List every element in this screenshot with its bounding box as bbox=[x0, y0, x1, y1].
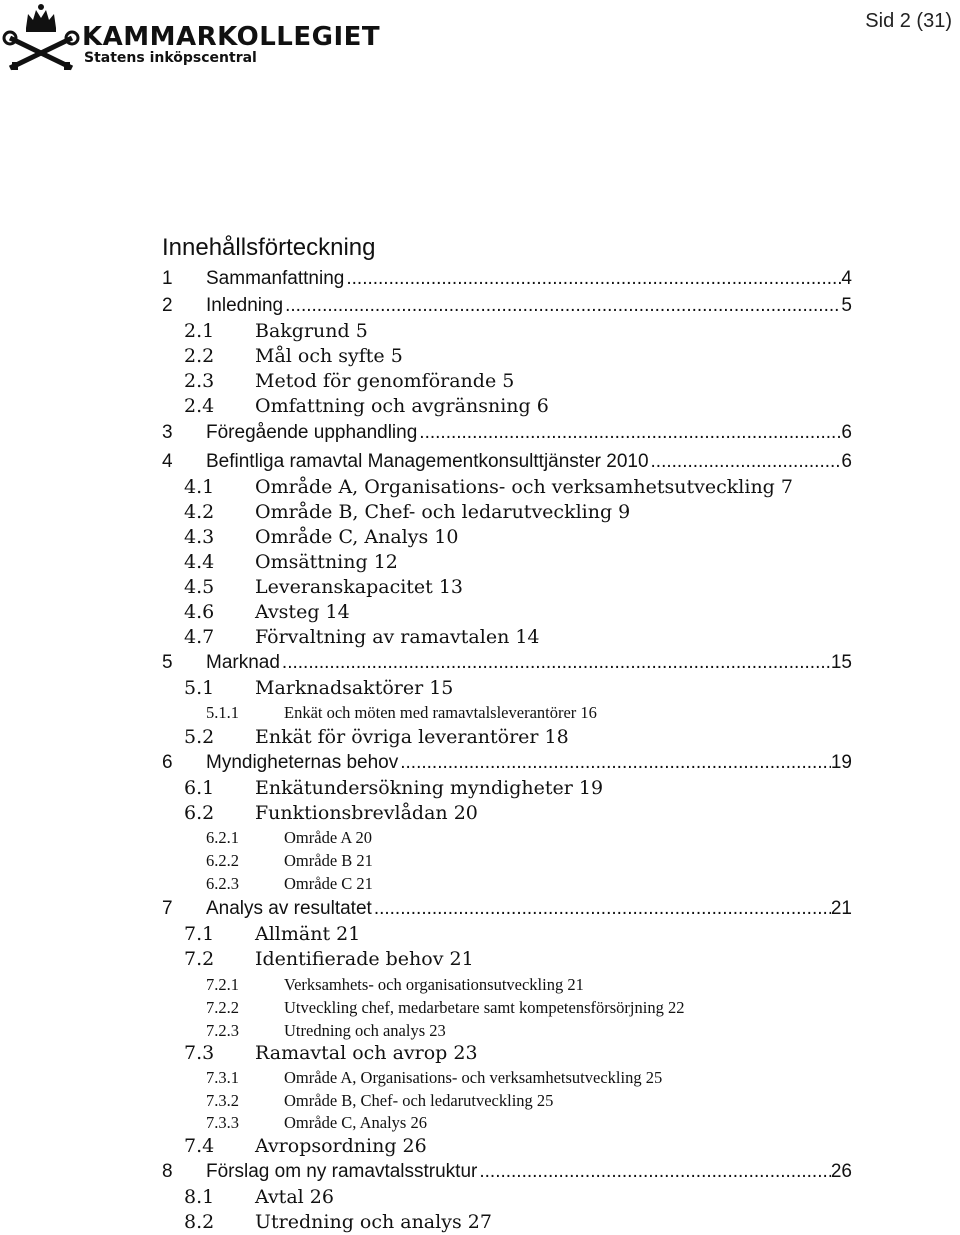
toc-entry-label: Avropsordning 26 bbox=[255, 1135, 427, 1157]
toc-entry-number: 3 bbox=[162, 422, 173, 443]
page-number: Sid 2 (31) bbox=[865, 10, 952, 32]
toc-entry-label: Marknad bbox=[206, 652, 280, 673]
toc-entry-number: 2.4 bbox=[184, 395, 215, 417]
toc-entry-number: 4.3 bbox=[184, 526, 215, 548]
toc-entry-label: Myndigheternas behov bbox=[206, 752, 399, 773]
toc-entry-label: Befintliga ramavtal Managementkonsulttjänster 2010 bbox=[206, 451, 649, 472]
toc-entry-number: 2.3 bbox=[184, 370, 215, 392]
toc-entry-label: Område C, Analys 26 bbox=[284, 1113, 427, 1132]
toc-entry-number: 4.7 bbox=[184, 626, 215, 648]
toc-entry-line bbox=[206, 652, 852, 674]
toc-entry-number: 4.2 bbox=[184, 501, 215, 523]
toc-entry-label: Funktionsbrevlådan 20 bbox=[255, 802, 478, 824]
toc-entry-label: Ramavtal och avrop 23 bbox=[255, 1042, 478, 1064]
toc-entry-label: Metod för genomförande 5 bbox=[255, 370, 515, 392]
toc-entry-label: Sammanfattning bbox=[206, 268, 345, 289]
logo-subtitle: Statens inköpscentral bbox=[84, 50, 257, 66]
toc-entry[interactable] bbox=[162, 652, 852, 676]
toc-entry-label: Verksamhets- och organisationsutveckling 21 bbox=[284, 975, 584, 994]
toc-entry-line bbox=[206, 752, 852, 774]
toc-entry-label: Allmänt 21 bbox=[255, 923, 361, 945]
toc-dot-leader bbox=[419, 422, 841, 444]
toc-dot-leader bbox=[282, 652, 831, 674]
toc-entry-number: 1 bbox=[162, 268, 173, 289]
toc-entry-label: Identifierade behov 21 bbox=[255, 948, 474, 970]
toc-entry-number: 8 bbox=[162, 1161, 173, 1182]
toc-entry[interactable] bbox=[162, 752, 852, 776]
toc-entry-line bbox=[206, 295, 852, 317]
toc-entry-number: 4.4 bbox=[184, 551, 215, 573]
toc-entry[interactable] bbox=[162, 898, 852, 922]
toc-entry[interactable] bbox=[162, 1161, 852, 1185]
toc-entry-number: 5.2 bbox=[184, 726, 215, 748]
toc-entry-number: 5 bbox=[162, 652, 173, 673]
toc-entry-label: Inledning bbox=[206, 295, 284, 316]
toc-entry-number: 7 bbox=[162, 898, 173, 919]
toc-entry-page: 26 bbox=[830, 1161, 852, 1182]
toc-entry-page: 6 bbox=[841, 422, 852, 443]
toc-dot-leader bbox=[400, 752, 831, 774]
toc-entry-line bbox=[206, 1161, 852, 1183]
toc-entry-number: 2 bbox=[162, 295, 173, 316]
toc-entry-number: 6.2.1 bbox=[206, 828, 239, 847]
toc-entry-label: Område B, Chef- och ledarutveckling 25 bbox=[284, 1091, 554, 1110]
toc-entry-number: 2.2 bbox=[184, 345, 215, 367]
toc-entry[interactable] bbox=[162, 268, 852, 292]
toc-entry-number: 7.4 bbox=[184, 1135, 215, 1157]
toc-entry-label: Omsättning 12 bbox=[255, 551, 398, 573]
toc-entry-number: 5.1.1 bbox=[206, 703, 239, 722]
toc-entry-label: Område C 21 bbox=[284, 874, 373, 893]
toc-entry-label: Utveckling chef, medarbetare samt kompetensförsörjning 22 bbox=[284, 998, 685, 1017]
toc-entry-number: 7.2.1 bbox=[206, 975, 239, 994]
toc-dot-leader bbox=[479, 1161, 831, 1183]
toc-entry-label: Utredning och analys 23 bbox=[284, 1021, 446, 1040]
toc-entry-number: 4.5 bbox=[184, 576, 215, 598]
toc-entry-number: 5.1 bbox=[184, 677, 215, 699]
toc-dot-leader bbox=[346, 268, 841, 290]
toc-entry[interactable] bbox=[162, 295, 852, 319]
toc-entry-number: 8.2 bbox=[184, 1211, 215, 1233]
toc-entry-page: 21 bbox=[830, 898, 852, 919]
toc-entry-label: Avsteg 14 bbox=[255, 601, 350, 623]
toc-dot-leader bbox=[374, 898, 831, 920]
toc-entry-number: 2.1 bbox=[184, 320, 215, 342]
toc-entry-label: Mål och syfte 5 bbox=[255, 345, 403, 367]
toc-entry-number: 7.3.2 bbox=[206, 1091, 239, 1110]
toc-entry-line bbox=[206, 422, 852, 444]
toc-entry-label: Förslag om ny ramavtalsstruktur bbox=[206, 1161, 478, 1182]
toc-entry-number: 4.1 bbox=[184, 476, 215, 498]
toc-entry-number: 6.1 bbox=[184, 777, 215, 799]
toc-entry-number: 6.2 bbox=[184, 802, 215, 824]
toc-entry-label: Enkät och möten med ramavtalsleverantörer 16 bbox=[284, 703, 597, 722]
toc-entry-label: Område A 20 bbox=[284, 828, 372, 847]
toc-entry-label: Omfattning och avgränsning 6 bbox=[255, 395, 549, 417]
toc-entry-label: Avtal 26 bbox=[255, 1186, 334, 1208]
toc-title: Innehållsförteckning bbox=[162, 234, 376, 261]
toc-entry-label: Förvaltning av ramavtalen 14 bbox=[255, 626, 540, 648]
toc-entry-label: Leveranskapacitet 13 bbox=[255, 576, 464, 598]
toc-entry-line bbox=[206, 451, 852, 473]
toc-entry-label: Område C, Analys 10 bbox=[255, 526, 459, 548]
toc-entry-label: Område A, Organisations- och verksamhetsutveckling 25 bbox=[284, 1068, 663, 1087]
toc-entry-page: 5 bbox=[841, 295, 852, 316]
toc-entry-label: Analys av resultatet bbox=[206, 898, 372, 919]
toc-entry-label: Utredning och analys 27 bbox=[255, 1211, 492, 1233]
toc-entry-number: 6.2.2 bbox=[206, 851, 239, 870]
toc-entry-number: 7.2.3 bbox=[206, 1021, 239, 1040]
toc-entry-label: Enkätundersökning myndigheter 19 bbox=[255, 777, 604, 799]
toc-entry-label: Område B, Chef- och ledarutveckling 9 bbox=[255, 501, 631, 523]
toc-entry-number: 8.1 bbox=[184, 1186, 215, 1208]
toc-entry-line bbox=[206, 268, 852, 290]
toc-entry-label: Område A, Organisations- och verksamhetsutveckling 7 bbox=[255, 476, 793, 498]
toc-entry-number: 7.3 bbox=[184, 1042, 215, 1064]
toc-entry-page: 15 bbox=[830, 652, 852, 673]
toc-dot-leader bbox=[285, 295, 841, 317]
toc-entry-label: Område B 21 bbox=[284, 851, 373, 870]
toc-entry-page: 4 bbox=[841, 268, 852, 289]
toc-entry[interactable] bbox=[162, 451, 852, 475]
toc-entry-page: 6 bbox=[841, 451, 852, 472]
toc-entry-label: Föregående upphandling bbox=[206, 422, 418, 443]
toc-entry-number: 4.6 bbox=[184, 601, 215, 623]
logo-name: KAMMARKOLLEGIET bbox=[82, 22, 381, 52]
toc-entry-number: 7.2.2 bbox=[206, 998, 239, 1017]
toc-entry-label: Enkät för övriga leverantörer 18 bbox=[255, 726, 569, 748]
toc-entry-label: Marknadsaktörer 15 bbox=[255, 677, 454, 699]
toc-entry-line bbox=[206, 898, 852, 920]
toc-entry-number: 7.1 bbox=[184, 923, 215, 945]
toc-entry-number: 4 bbox=[162, 451, 173, 472]
toc-entry-number: 6 bbox=[162, 752, 173, 773]
toc-dot-leader bbox=[651, 451, 842, 473]
toc-entry-number: 6.2.3 bbox=[206, 874, 239, 893]
toc-entry-number: 7.2 bbox=[184, 948, 215, 970]
toc-entry-number: 7.3.1 bbox=[206, 1068, 239, 1087]
toc-entry[interactable] bbox=[162, 422, 852, 446]
toc-entry-number: 7.3.3 bbox=[206, 1113, 239, 1132]
toc-entry-page: 19 bbox=[830, 752, 852, 773]
toc-entry-label: Bakgrund 5 bbox=[255, 320, 368, 342]
